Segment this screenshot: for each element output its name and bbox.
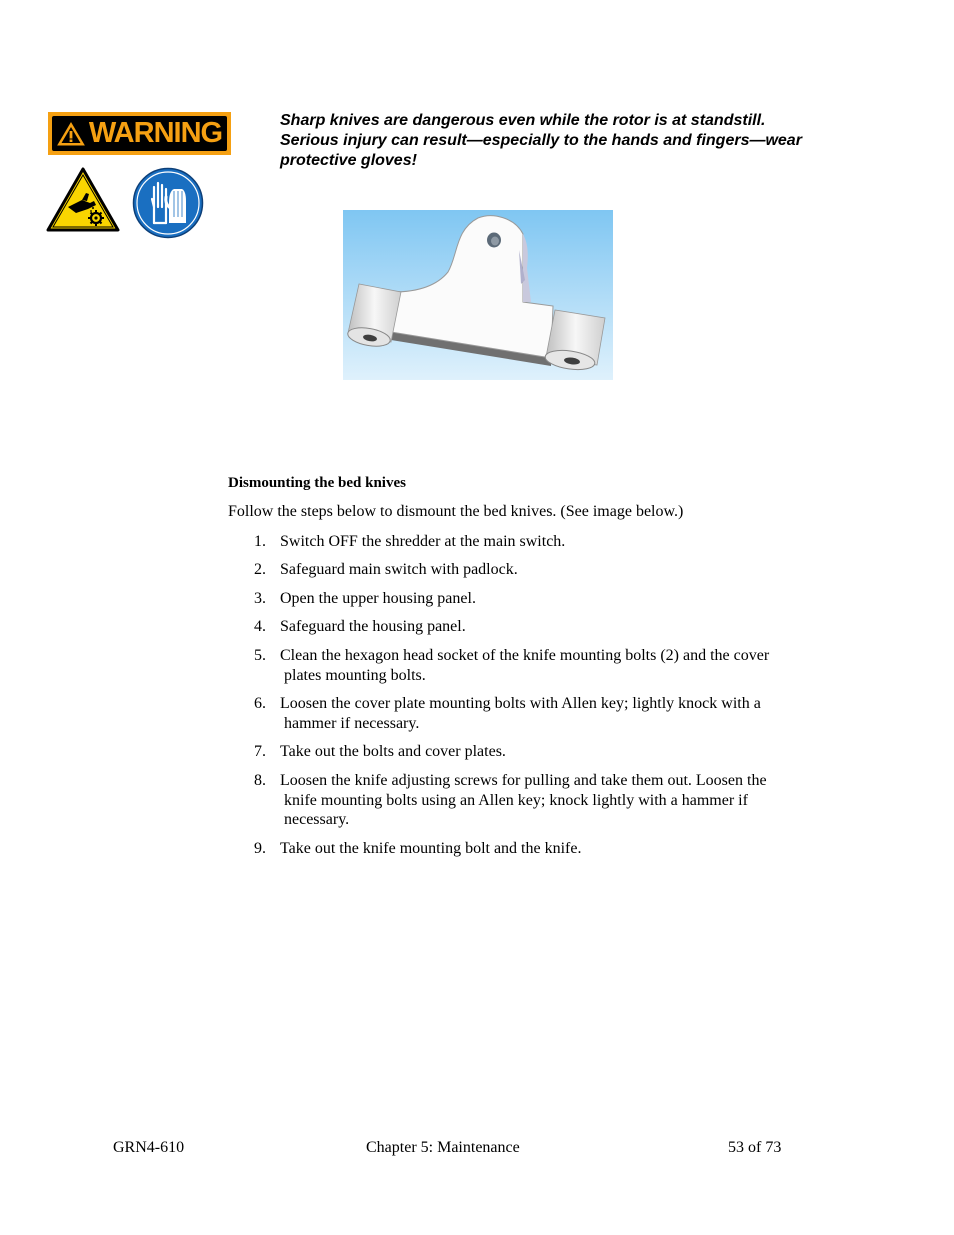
hand-crush-hazard-icon <box>46 167 120 233</box>
step-number: 4. <box>254 618 266 635</box>
step-number: 9. <box>254 840 266 857</box>
warning-triangle-icon <box>57 121 85 147</box>
step-text: Switch OFF the shredder at the main switch. <box>280 533 566 550</box>
step-number: 3. <box>254 590 266 607</box>
list-item <box>254 589 476 609</box>
step-number: 6. <box>254 695 266 712</box>
step-number: 7. <box>254 743 266 760</box>
step-text: Safeguard the housing panel. <box>280 618 466 635</box>
step-text: necessary. <box>284 811 350 828</box>
warning-line: Sharp knives are dangerous even while the rotor is at standstill. <box>280 112 766 129</box>
footer-page-number: 53 of 73 <box>728 1139 782 1156</box>
warning-text <box>280 111 880 171</box>
step-text: Open the upper housing panel. <box>280 590 476 607</box>
wear-gloves-icon <box>132 167 204 239</box>
step-text: hammer if necessary. <box>284 714 420 732</box>
list-item <box>254 839 581 859</box>
step-number: 2. <box>254 561 266 578</box>
step-number: 5. <box>254 647 266 664</box>
section-intro: Follow the steps below to dismount the bed knives. (See image below.) <box>228 503 684 520</box>
list-item <box>254 646 769 685</box>
warning-label: WARNING <box>88 117 223 149</box>
step-text: Clean the hexagon head socket of the knife mounting bolts (2) and the cover <box>280 647 770 664</box>
warning-line: protective gloves! <box>280 152 417 169</box>
list-item <box>254 560 518 580</box>
step-text: Safeguard main switch with padlock. <box>280 561 518 578</box>
step-number: 1. <box>254 533 266 550</box>
footer-chapter: Chapter 5: Maintenance <box>366 1139 520 1156</box>
list-item <box>254 742 506 762</box>
warning-banner <box>48 112 231 155</box>
step-text: knife mounting bolts using an Allen key; knock lightly with a hammer if <box>284 791 748 809</box>
step-text: Loosen the cover plate mounting bolts with Allen key; lightly knock with a <box>280 695 761 712</box>
list-item <box>254 617 466 637</box>
warning-line: Serious injury can result—especially to the hands and fingers—wear <box>280 132 802 149</box>
list-item <box>254 771 767 830</box>
bed-knife-image <box>343 210 613 380</box>
list-item <box>254 694 761 733</box>
step-number: 8. <box>254 772 266 789</box>
step-text: Loosen the knife adjusting screws for pulling and take them out. Loosen the <box>280 772 767 789</box>
step-text: Take out the knife mounting bolt and the knife. <box>280 840 582 857</box>
footer-doc-id: GRN4-610 <box>113 1139 185 1156</box>
step-text: Take out the bolts and cover plates. <box>280 743 506 760</box>
step-text: plates mounting bolts. <box>284 666 426 684</box>
section-title: Dismounting the bed knives <box>228 475 406 491</box>
list-item <box>254 532 565 552</box>
